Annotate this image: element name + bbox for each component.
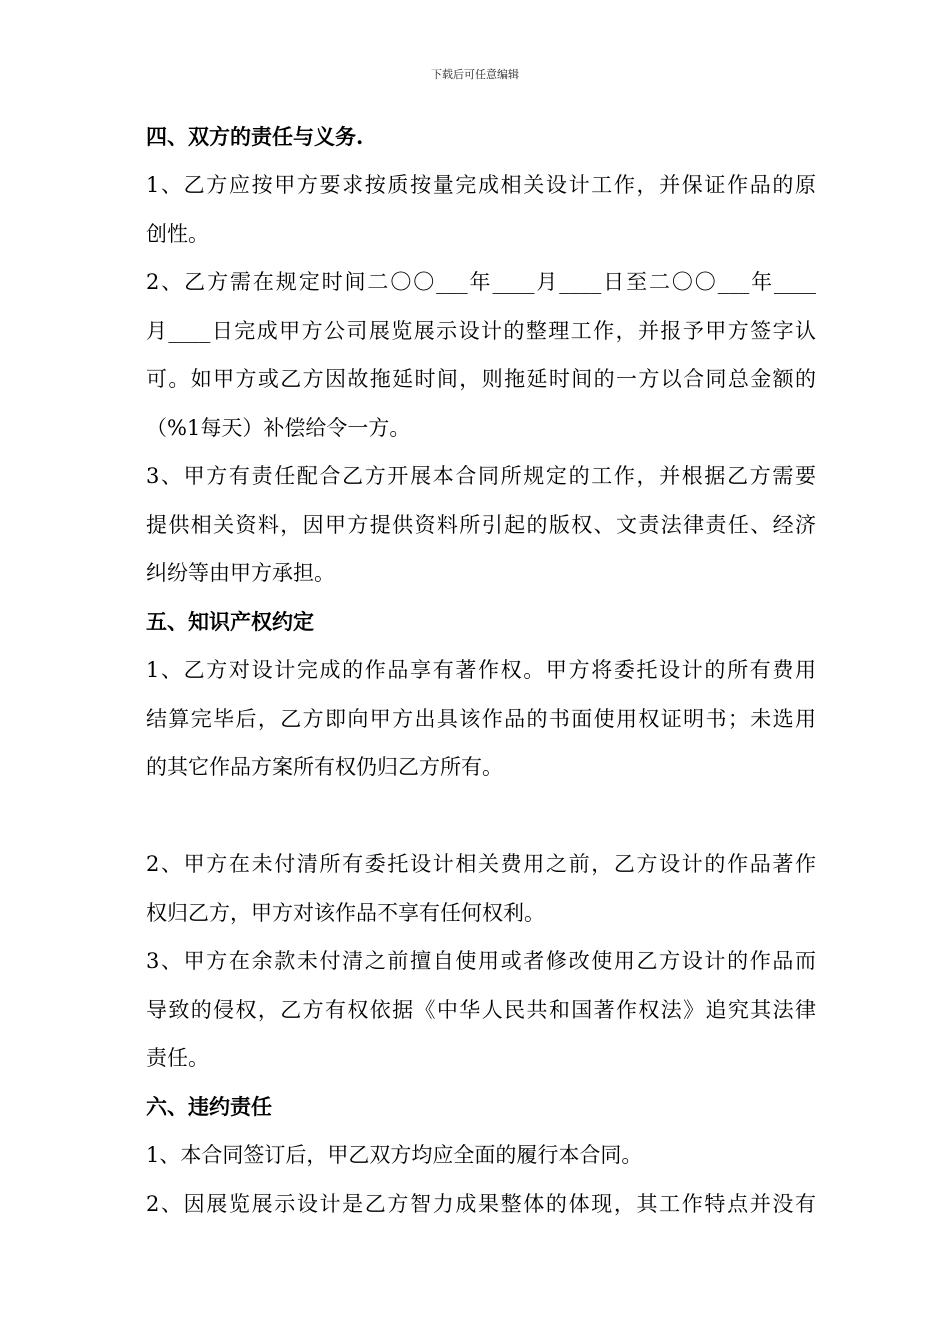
paragraph-line: 结算完毕后，乙方即向甲方出具该作品的书面使用权证明书；未选用 [146, 707, 816, 731]
paragraph-line: 创性。 [146, 222, 209, 246]
paragraph-line: 1、乙方应按甲方要求按质按量完成相关设计工作，并保证作品的原 [146, 173, 816, 197]
paragraph-line: 导致的侵权，乙方有权依据《中华人民共和国著作权法》追究其法律 [146, 998, 816, 1022]
paragraph-line: 2、因展览展示设计是乙方智力成果整体的体现，其工作特点并没有 [146, 1192, 816, 1216]
paragraph-line: 纠纷等由甲方承担。 [146, 561, 335, 585]
paragraph-line: 权归乙方，甲方对该作品不享有任何权利。 [146, 901, 545, 925]
paragraph-line: 月____日完成甲方公司展览展示设计的整理工作，并报予甲方签字认 [146, 319, 816, 343]
paragraph-line: 3、甲方在余款未付清之前擅自使用或者修改使用乙方设计的作品而 [146, 949, 816, 973]
paragraph-line: 1、本合同签订后，甲乙双方均应全面的履行本合同。 [146, 1143, 643, 1167]
paragraph-line: 2、甲方在未付清所有委托设计相关费用之前，乙方设计的作品著作 [146, 852, 816, 876]
paragraph-line: （%1每天）补偿给令一方。 [146, 416, 411, 440]
paragraph-line: 责任。 [146, 1046, 209, 1070]
paragraph-line: 3、甲方有责任配合乙方开展本合同所规定的工作，并根据乙方需要 [146, 464, 816, 488]
paragraph-line: 提供相关资料，因甲方提供资料所引起的版权、文责法律责任、经济 [146, 513, 816, 537]
section-heading: 四、双方的责任与义务. [146, 124, 364, 149]
paragraph-line: 可。如甲方或乙方因故拖延时间，则拖延时间的一方以合同总金额的 [146, 367, 816, 391]
paragraph-line: 1、乙方对设计完成的作品享有著作权。甲方将委托设计的所有费用 [146, 658, 816, 682]
section-heading: 五、知识产权约定 [146, 609, 314, 634]
section-heading: 六、违约责任 [146, 1094, 272, 1119]
paragraph-line: 的其它作品方案所有权仍归乙方所有。 [146, 755, 503, 779]
paragraph-line: 2、乙方需在规定时间二〇〇___年____月____日至二〇〇___年____ [146, 270, 816, 294]
page-header: 下载后可任意编辑 [431, 68, 519, 81]
